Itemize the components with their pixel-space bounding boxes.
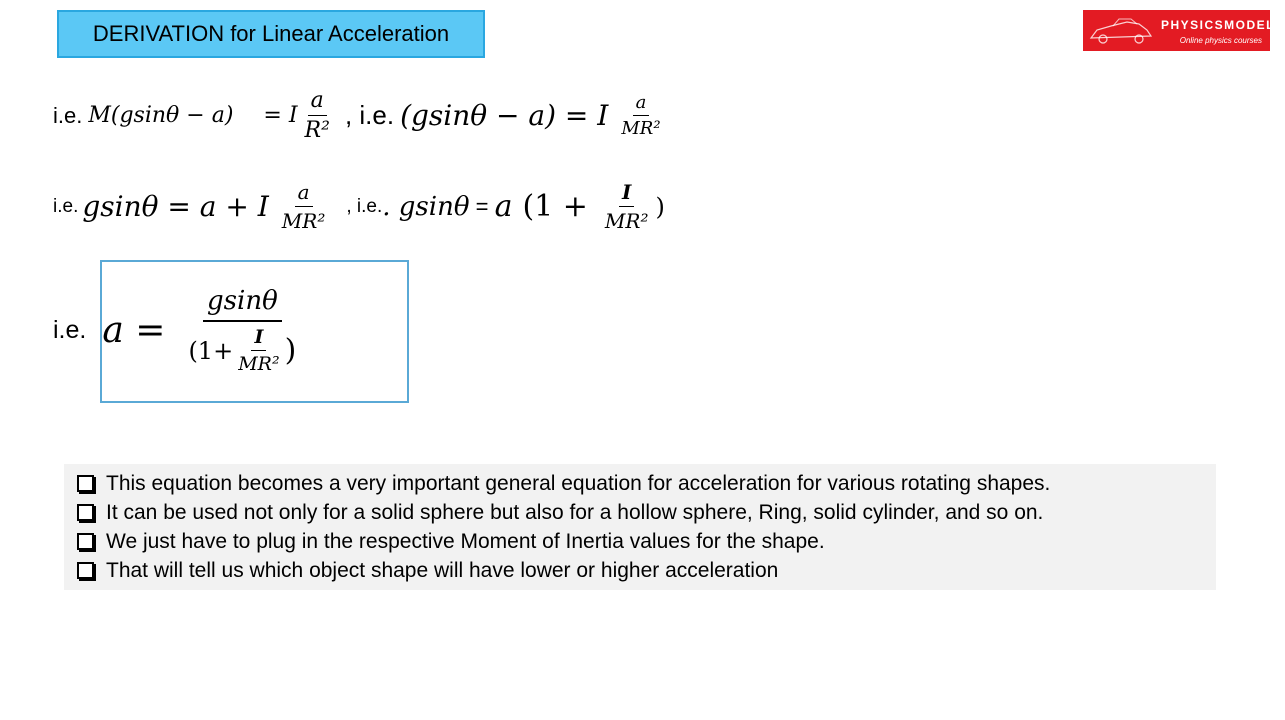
den-fraction-I-over-MR2	[235, 326, 282, 375]
logo-tagline: Online physics courses	[1179, 36, 1262, 45]
bullet-text: That will tell us which object shape will have lower or higher acceleration	[106, 558, 779, 582]
logo-brand: PHYSICSMODELS	[1161, 18, 1285, 32]
eq2-fraction-I-over-MR2	[602, 180, 652, 233]
bullet-text: It can be used not only for a solid sphere but also for a hollow sphere, Ring, solid cylinder, and so on.	[106, 500, 1044, 524]
den-open-paren: (1+	[188, 336, 234, 365]
car-model-icon	[1087, 16, 1157, 46]
fraction-numerator: a	[295, 180, 313, 207]
eq1-equals-I: = I	[263, 103, 298, 128]
eq2-open-paren: (1 +	[522, 189, 588, 224]
title-box	[57, 10, 485, 58]
list-item	[77, 556, 1216, 585]
notes-panel	[64, 464, 1216, 590]
eq2-lhs: gsinθ = a + I	[82, 190, 269, 223]
final-denominator	[185, 322, 299, 375]
bullet-text: We just have to plug in the respective Moment of Inertia values for the shape.	[106, 529, 825, 553]
eq2-close-paren: )	[655, 192, 665, 221]
checkbox-bullet-icon	[77, 475, 94, 492]
eq1-fraction-a-over-MR2	[618, 92, 663, 139]
checkbox-bullet-icon	[77, 562, 94, 579]
fraction-denominator: R²	[304, 118, 330, 143]
physicsmodels-logo	[1083, 10, 1285, 51]
equation-line-2	[53, 180, 665, 233]
list-item	[77, 469, 1216, 498]
eq2-gsin: . gsinθ	[382, 191, 470, 222]
eq2-a: a	[494, 189, 513, 224]
slide-title: DERIVATION for Linear Acceleration	[92, 21, 450, 46]
equation-line-1	[53, 88, 668, 143]
ie-label: i.e.	[53, 102, 83, 128]
eq1-rhs2: (gsinθ − a) = I	[400, 99, 609, 132]
fraction-denominator: MR²	[621, 118, 661, 139]
fraction-numerator: a	[308, 88, 327, 116]
fraction-denominator: MR²	[281, 209, 326, 233]
final-numerator: gsinθ	[203, 286, 282, 322]
fraction-denominator: MR²	[604, 209, 649, 233]
comma-ie-label: , i.e.	[346, 195, 383, 217]
den-close-paren: )	[284, 333, 297, 368]
list-item	[77, 527, 1216, 556]
fraction-denominator: MR²	[238, 353, 280, 375]
checkbox-bullet-icon	[77, 504, 94, 521]
ie-label: i.e.	[53, 316, 87, 344]
comma-ie-label: , i.e.	[344, 100, 395, 130]
eq1-fraction-a-over-R2	[302, 88, 333, 143]
final-equation	[53, 286, 303, 375]
fraction-numerator: I	[619, 180, 634, 207]
eq2-equals: =	[469, 193, 495, 219]
eq2-fraction-a-over-MR2	[279, 180, 329, 233]
checkbox-bullet-icon	[77, 533, 94, 550]
list-item	[77, 498, 1216, 527]
final-fraction	[185, 286, 299, 375]
ie-label: i.e.	[53, 195, 79, 217]
fraction-numerator: I	[251, 326, 266, 351]
bullet-text: This equation becomes a very important general equation for acceleration for various rotating shapes.	[106, 471, 1051, 495]
fraction-numerator: a	[633, 92, 650, 116]
eq1-lhs: M(gsinθ − a)	[88, 103, 234, 128]
final-lhs: a =	[102, 310, 166, 351]
